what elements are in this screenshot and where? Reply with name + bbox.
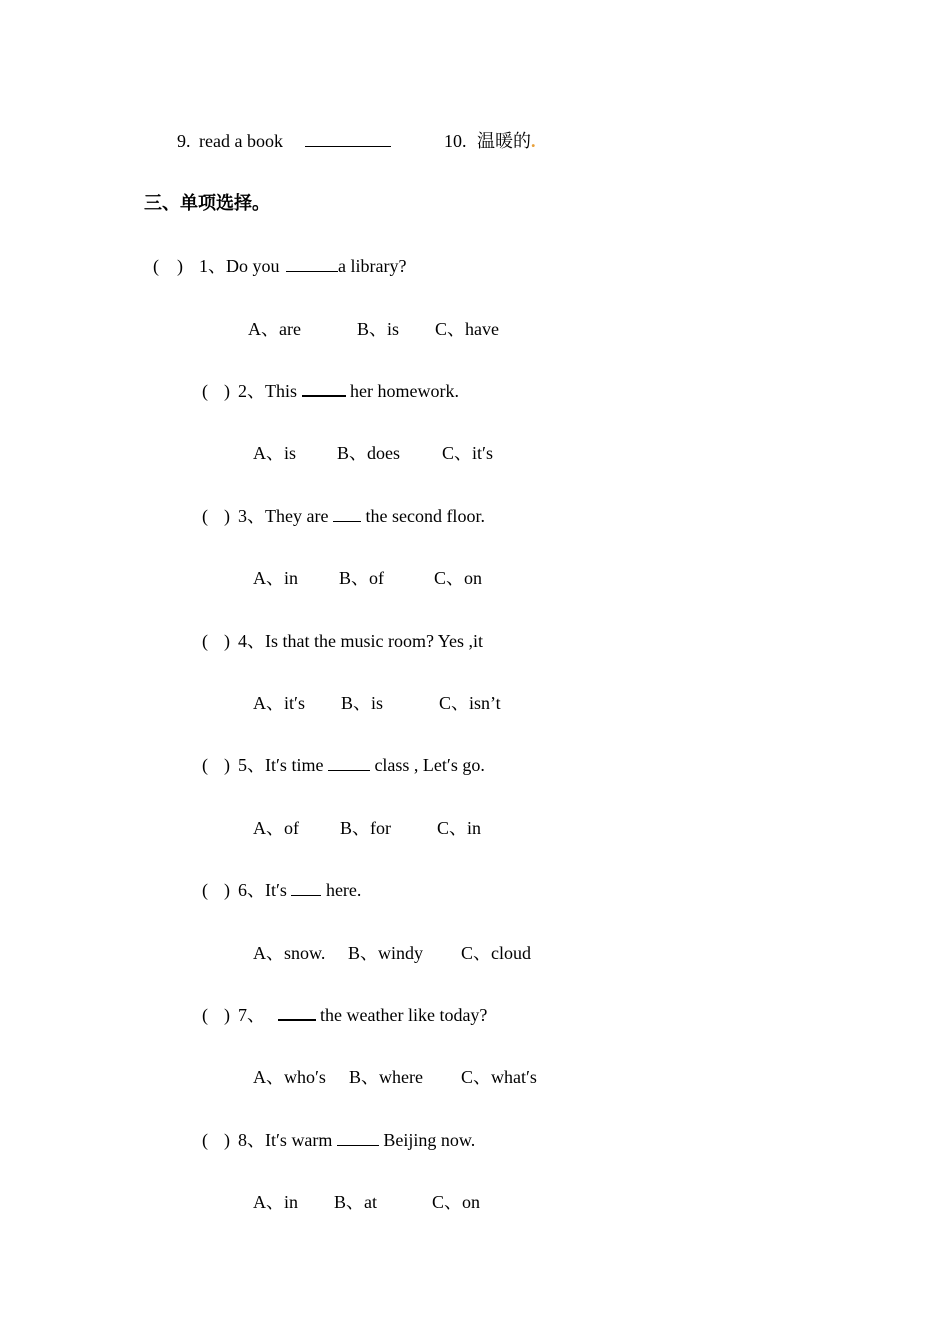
marker-dot: . [531,131,536,151]
question-3 [238,504,485,528]
question-pre: Is that the music room? Yes ,it [265,631,483,651]
answer-blank[interactable] [302,379,346,397]
question-post: the weather like today? [320,1005,488,1025]
answer-bracket[interactable] [202,629,230,653]
option-a[interactable]: A、it′s [253,693,305,713]
question-1 [199,254,406,278]
option-b[interactable]: B、is [341,693,384,713]
paren-close: ) [224,506,230,526]
paren-close: ) [224,880,230,900]
question-number: 1、 [199,256,226,276]
vocab-item-10 [444,129,536,154]
question-5 [238,753,485,777]
question-number: 4、 [238,631,265,651]
answer-blank[interactable] [291,879,321,896]
answer-blank[interactable] [278,1003,316,1021]
answer-blank[interactable] [333,505,361,522]
option-c[interactable]: C、isn’t [439,693,501,713]
option-c[interactable]: C、cloud [461,943,531,963]
option-a[interactable]: A、of [253,818,299,838]
question-post: Beijing now. [383,1130,476,1150]
paren-close: ) [224,755,230,775]
option-a[interactable]: A、are [248,319,301,339]
paren-close: ) [177,256,183,276]
question-post: her homework. [350,381,459,401]
option-a[interactable]: A、in [253,1192,298,1212]
paren-close: ) [224,381,230,401]
answer-blank[interactable] [305,130,391,147]
question-7 [238,1003,487,1027]
option-c[interactable]: C、what′s [461,1067,537,1087]
option-a[interactable]: A、who′s [253,1067,326,1087]
question-number: 5、 [238,755,265,775]
option-b[interactable]: B、at [334,1192,377,1212]
vocab-text: 温暖的 [477,131,531,152]
question-post: a library? [338,256,407,276]
question-number: 6、 [238,880,265,900]
paren-open: ( [202,631,208,651]
option-c[interactable]: C、have [435,319,499,339]
answer-bracket[interactable] [202,1003,230,1027]
question-2 [238,379,459,403]
question-pre: It′s time [265,755,324,775]
option-b[interactable]: B、does [337,443,400,463]
paren-open: ( [202,755,208,775]
question-8 [238,1128,475,1152]
paren-close: ) [224,1130,230,1150]
vocab-number: 10. [444,131,467,151]
answer-bracket[interactable] [202,753,230,777]
answer-blank[interactable] [337,1129,379,1146]
question-post: class , Let′s go. [374,755,485,775]
paren-open: ( [202,381,208,401]
answer-blank[interactable] [286,255,338,272]
question-post: the second floor. [365,506,485,526]
option-a[interactable]: A、in [253,568,298,588]
option-b[interactable]: B、where [349,1067,423,1087]
option-b[interactable]: B、of [339,568,384,588]
vocab-text: read a book [199,131,283,151]
paren-open: ( [202,506,208,526]
option-c[interactable]: C、it′s [442,443,493,463]
question-pre: They are [265,506,329,526]
answer-bracket[interactable] [202,379,230,403]
question-post: here. [325,880,362,900]
question-pre: This [265,381,298,401]
option-c[interactable]: C、on [432,1192,481,1212]
answer-bracket[interactable] [202,1128,230,1152]
option-b[interactable]: B、for [340,818,391,838]
question-number: 3、 [238,506,265,526]
question-number: 2、 [238,381,265,401]
vocab-number: 9. [177,131,191,151]
question-number: 7、 [238,1005,265,1025]
answer-bracket[interactable] [202,504,230,528]
option-c[interactable]: C、in [437,818,482,838]
paren-open: ( [153,256,159,276]
paren-close: ) [224,631,230,651]
option-c[interactable]: C、on [434,568,483,588]
question-number: 8、 [238,1130,265,1150]
option-b[interactable]: B、is [357,319,400,339]
answer-bracket[interactable] [202,878,230,902]
option-a[interactable]: A、snow. [253,943,326,963]
paren-close: ) [224,1005,230,1025]
question-4 [238,629,483,653]
question-pre: Do you [226,256,280,276]
question-pre: It′s warm [265,1130,333,1150]
question-pre: It′s [265,880,287,900]
vocab-item-9 [177,129,391,153]
paren-open: ( [202,1005,208,1025]
option-b[interactable]: B、windy [348,943,424,963]
question-6 [238,878,361,902]
paren-open: ( [202,1130,208,1150]
option-a[interactable]: A、is [253,443,297,463]
paren-open: ( [202,880,208,900]
section-title: 三、单项选择。 [144,193,270,214]
answer-blank[interactable] [328,754,370,771]
answer-bracket[interactable] [153,254,183,278]
